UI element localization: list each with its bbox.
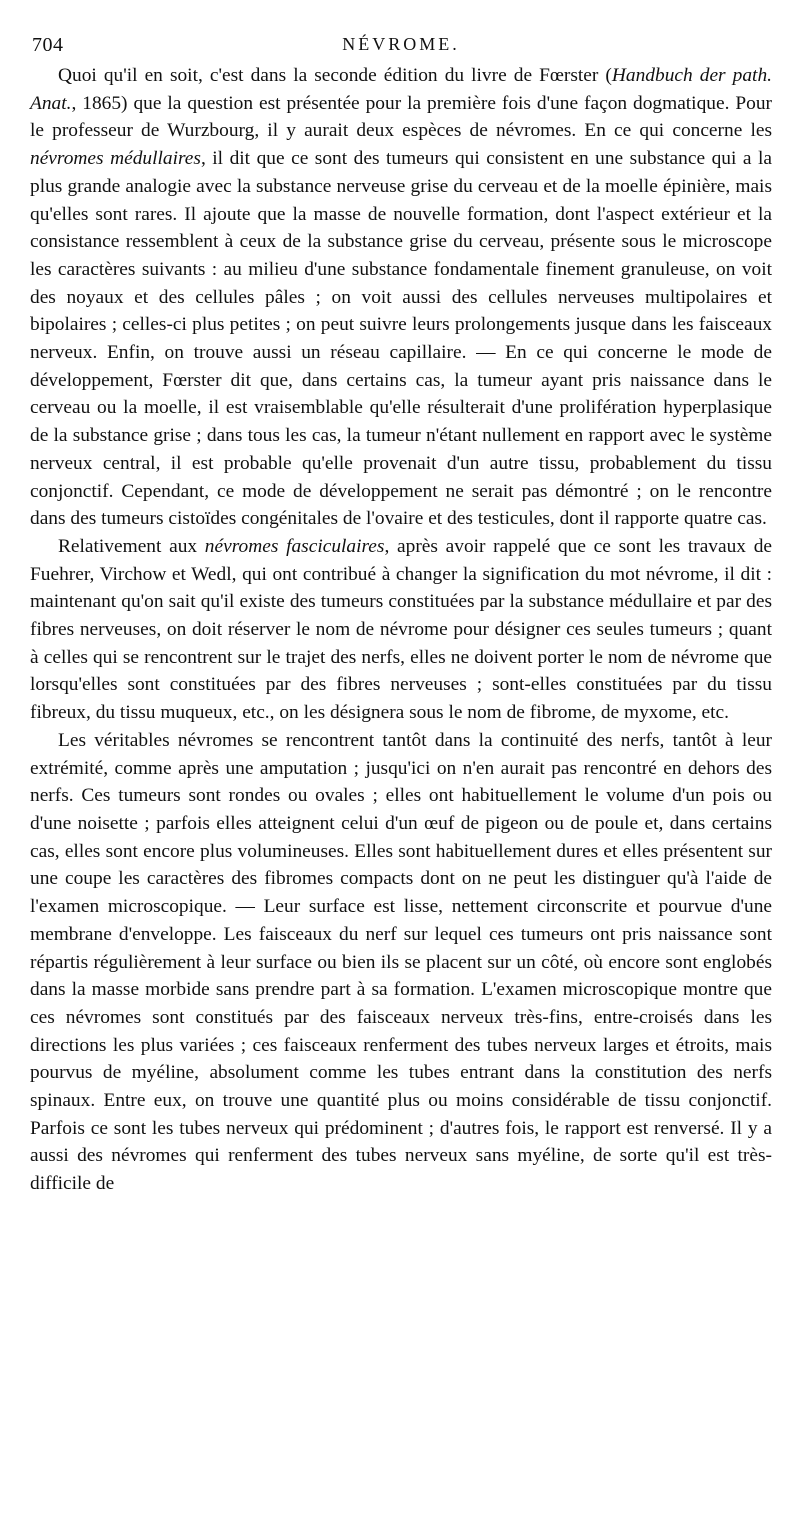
- italic-phrase: Handbuch der path. Anat.: [30, 65, 772, 114]
- page-header-title: NÉVROME.: [342, 34, 460, 54]
- page-number: 704: [32, 34, 64, 56]
- text-run: Relativement aux: [58, 535, 205, 557]
- italic-phrase: névromes fasciculaires: [204, 535, 385, 557]
- text-run: , 1865) que la question est présentée pour la première fois d'une façon dogmatique. Pour le professeur de Wurzbourg, il y aurait deux espèces de névromes. En ce qui concerne les: [30, 92, 772, 142]
- text-run: , il dit que ce sont des tumeurs qui consistent en une substance qui a la plus grande analogie avec la substance nerveuse grise du cerveau et de la moelle épinière, mais qu'elles sont rares. Il ajoute que la masse de nouvelle formation, dont l'aspect extérieur et la consistance ressemblent à ceux de la substance grise du cerveau, présente sous le microscope les caractères suivants : au milieu d'une substance fondamentale finement granuleuse, on voit des noyaux et des cellules pâles ; on voit aussi des cellules nerveuses multipolaires et bipolaires ; celles-ci plus petites ; on peut suivre leurs prolongements jusque dans les faisceaux nerveux. Enfin, on trouve aussi un réseau capillaire. — En ce qui concerne le mode de développement, Fœrster dit que, dans certains cas, la tumeur ayant pris naissance dans le cerveau ou la moelle, il est vraisemblable qu'elle résulterait d'une prolifération hyperplasique de la substance grise ; dans tous les cas, la tumeur n'étant nullement en rapport avec le système nerveux central, il est probable qu'elle provenait d'un autre tissu, probablement du tissu conjonctif. Cependant, ce mode de développement ne serait pas démontré ; on le rencontre dans des tumeurs cistoïdes congénitales de l'ovaire et des testicules, dont il rapporte quatre cas.: [30, 148, 772, 530]
- paragraph: [30, 727, 772, 1198]
- text-run: Les véritables névromes se rencontrent tantôt dans la continuité des nerfs, tantôt à leur extrémité, comme après une amputation ; jusqu'ici on n'en aurait pas rencontré en dehors des nerfs. Ces tumeurs sont rondes ou ovales ; elles ont habituellement le volume d'un pois ou d'une noisette ; parfois elles atteignent celui d'un œuf de pigeon ou de poule et, dans certains cas, elles sont encore plus volumineuses. Elles sont habituellement dures et elles présentent sur une coupe les caractères des fibromes compacts dont on ne peut les distinguer qu'à l'aide de l'examen microscopique. — Leur surface est lisse, nettement circonscrite et pourvue d'une membrane d'enveloppe. Les faisceaux du nerf sur lequel ces tumeurs ont pris naissance sont répartis régulièrement à leur surface ou bien ils se placent sur un côté, où encore sont englobés dans la masse morbide sans prendre part à sa formation. L'examen microscopique montre que ces névromes sont constitués par des faisceaux nerveux très-fins, entre-croisés dans les directions les plus variées ; ces faisceaux renferment des tubes nerveux larges et étroits, mais pourvus de myéline, absolument comme les tubes entrant dans la constitution des nerfs spinaux. Entre eux, on trouve une quantité plus ou moins considérable de tissu conjonctif. Parfois ce sont les tubes nerveux qui prédominent ; d'autres fois, le rapport est renversé. Il y a aussi des névromes qui renferment des tubes nerveux sans myéline, de sorte qu'il est très-difficile de: [30, 729, 772, 1195]
- italic-phrase: névromes médullaires: [30, 148, 201, 170]
- body-text: [30, 62, 772, 1198]
- paragraph: [30, 62, 772, 533]
- paragraph: [30, 533, 772, 727]
- text-run: Quoi qu'il en soit, c'est dans la seconde édition du livre de Fœrster (: [58, 65, 612, 86]
- text-run: , après avoir rappelé que ce sont les travaux de Fuehrer, Virchow et Wedl, qui ont contribué à changer la signification du mot névrome, il dit : maintenant qu'on sait qu'il existe des tumeurs constituées par la substance médullaire et par des fibres nerveuses, on doit réserver le nom de névrome pour désigner ces seules tumeurs ; quant à celles qui se rencontrent sur le trajet des nerfs, elles ne doivent porter le nom de névrome que lorsqu'elles sont constituées par des fibres nerveuses ; sont-elles constituées par du tissu fibreux, du tissu muqueux, etc., on les désignera sous le nom de fibrome, de myxome, etc.: [30, 535, 772, 724]
- running-head: [30, 32, 772, 62]
